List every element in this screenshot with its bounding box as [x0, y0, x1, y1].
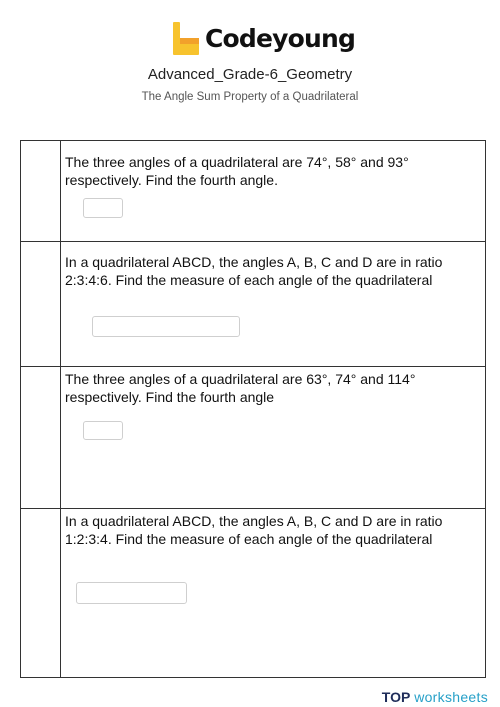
question-4-text: In a quadrilateral ABCD, the angles A, B, C and D are in ratio 1:2:3:4. Find the measure of each angle of the quadrilateral	[65, 513, 443, 547]
worksheet-subtitle: The Angle Sum Property of a Quadrilateral	[141, 91, 359, 103]
brand-name: Codeyoung	[205, 24, 356, 53]
question-1-text: The three angles of a quadrilateral are 74°, 58° and 93° respectively. Find the fourth angle.	[65, 154, 409, 188]
column-divider	[60, 141, 61, 677]
question-3-text: The three angles of a quadrilateral are 63°, 74° and 114° respectively. Find the fourth angle	[65, 371, 416, 405]
brand-logo	[0, 10, 500, 54]
footer-brand	[382, 689, 488, 705]
footer-top-label: TOP	[381, 689, 411, 705]
row-divider	[21, 241, 485, 242]
codeyoung-logo-icon	[172, 22, 202, 56]
answer-1-input[interactable]	[83, 198, 123, 218]
row-divider	[21, 508, 485, 509]
answer-2-input[interactable]	[92, 316, 240, 337]
answer-3-input[interactable]	[83, 421, 123, 440]
question-table	[20, 140, 486, 678]
row-divider	[21, 366, 485, 367]
question-2-text: In a quadrilateral ABCD, the angles A, B, C and D are in ratio 2:3:4:6. Find the measure of each angle of the quadrilateral	[65, 254, 443, 288]
worksheet-title: Advanced_Grade-6_Geometry	[147, 66, 353, 83]
footer-worksheets-label: worksheets	[414, 689, 488, 705]
answer-4-input[interactable]	[76, 582, 187, 604]
